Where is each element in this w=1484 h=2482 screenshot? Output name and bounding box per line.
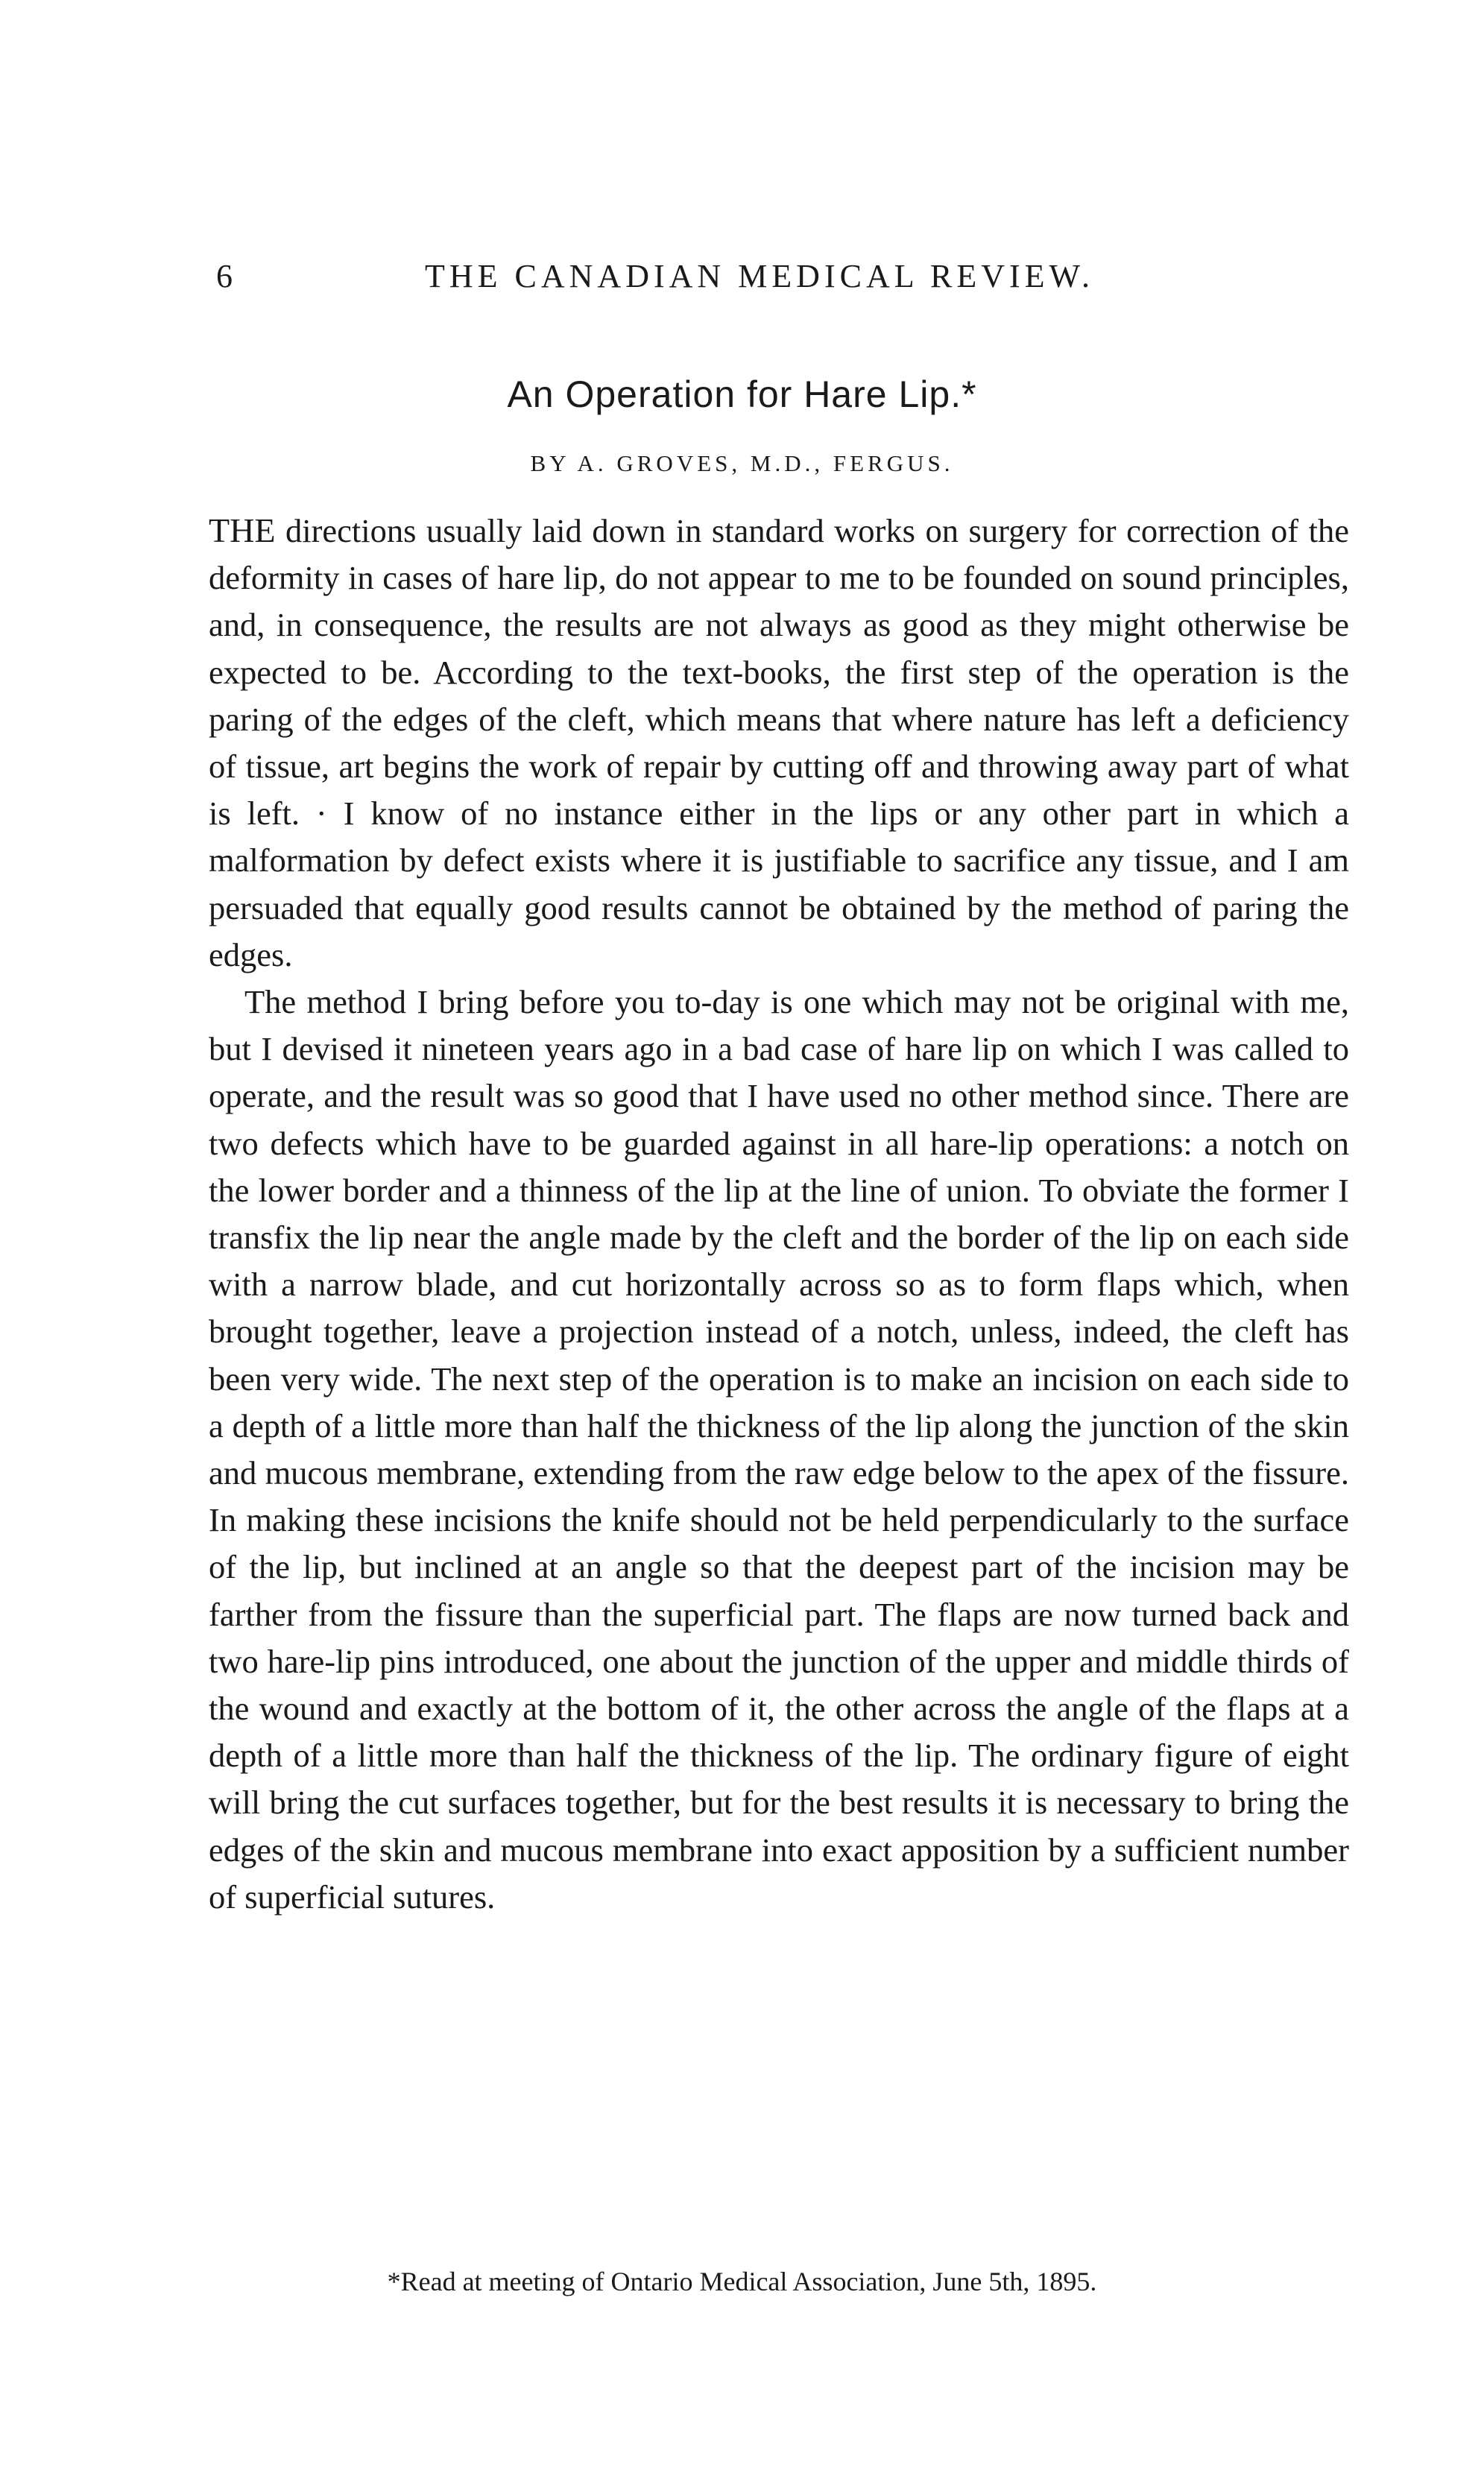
article-byline: BY A. GROVES, M.D., FERGUS. [530,450,954,476]
lead-word: THE [209,511,276,549]
article-body [209,507,1349,1921]
article-title: An Operation for Hare Lip.* [507,373,977,415]
paragraph-1 [209,507,1349,979]
journal-title: THE CANADIAN MEDICAL REVIEW. [425,258,1094,294]
paragraph-2: The method I bring before you to-day is one which may not be original with me, but I devised it nineteen years ago in a bad case of hare lip on which I was called to operate, and the result was so good that I have used no other method since. There are two defects which have to be guarded against in all hare-lip operations: a notch on the lower border and a thinness of the lip at the line of union. To obviate the former I transfix the lip near the angle made by the cleft and the border of the lip on each side with a narrow blade, and cut horizontally across so as to form flaps which, when brought together, leave a projection instead of a notch, unless, indeed, the cleft has been very wide. The next step of the operation is to make an incision on each side to a depth of a little more than half the thickness of the lip along the junction of the skin and mucous membrane, extending from the raw edge below to the apex of the fissure. In making these incisions the knife should not be held perpendicularly to the surface of the lip, but inclined at an angle so that the deepest part of the incision may be farther from the fissure than the superficial part. The flaps are now turned back and two hare-lip pins introduced, one about the junction of the upper and middle thirds of the wound and exactly at the bottom of it, the other across the angle of the flaps at a depth of a little more than half the thickness of the lip. The ordinary figure of eight will bring the cut surfaces together, but for the best results it is necessary to bring the edges of the skin and mucous membrane into exact apposition by a sufficient number of superficial sutures. [209,983,1349,1916]
paragraph-1-text: directions usually laid down in standard works on surgery for correction of the deformity in cases of hare lip, do not appear to me to be founded on sound principles, and, in consequence, the results are not always as good as they might otherwise be expected to be. According to the text-books, the first step of the operation is the paring of the edges of the cleft, which means that where nature has left a deficiency of tissue, art begins the work of repair by cutting off and throwing away part of what is left. · I know of no instance either in the lips or any other part in which a malformation by defect exists where it is justifiable to sacrifice any tissue, and I am persuaded that equally good results cannot be obtained by the method of paring the edges. [209,512,1349,973]
footnote: *Read at meeting of Ontario Medical Association, June 5th, 1895. [387,2267,1097,2296]
running-head [216,257,1357,309]
page-number: 6 [216,258,236,294]
